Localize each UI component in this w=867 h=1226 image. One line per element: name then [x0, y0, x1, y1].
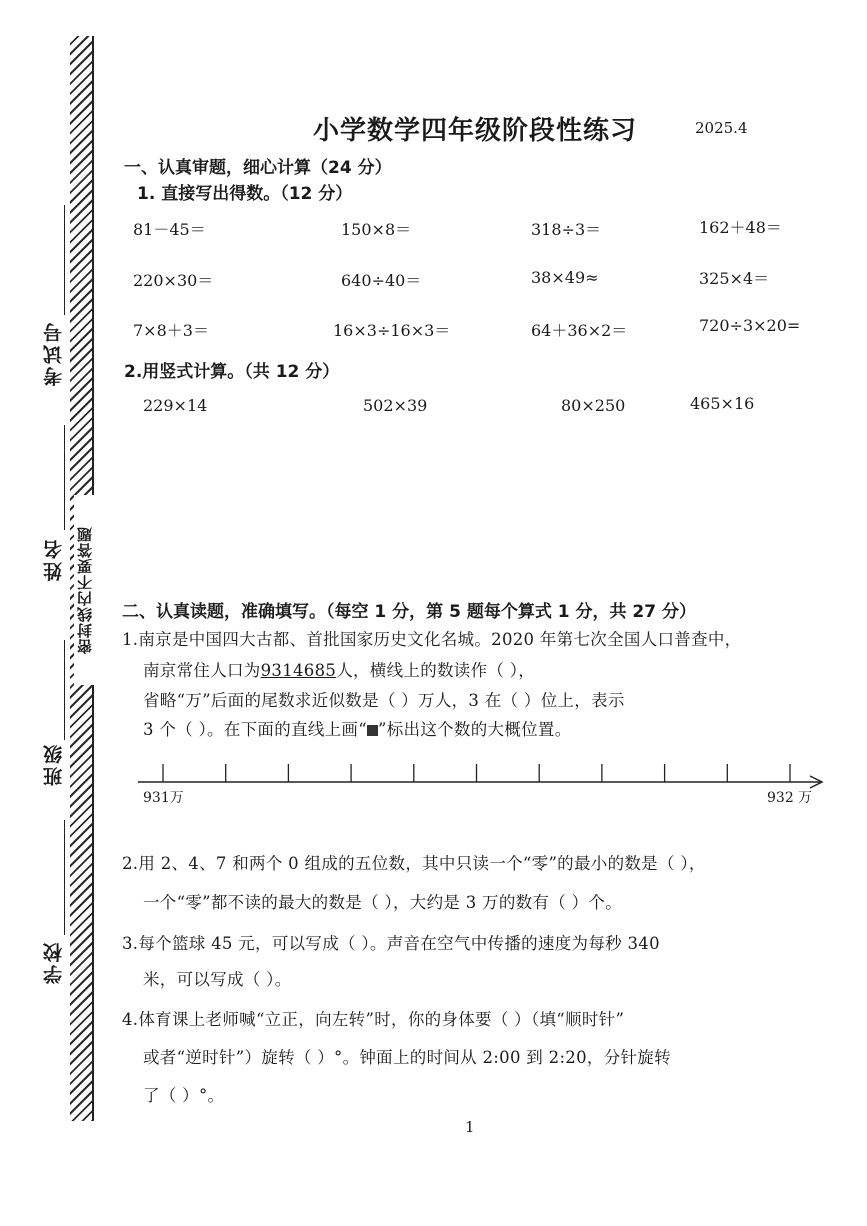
calc-item: 325×4＝	[699, 269, 770, 288]
calc-item: 150×8＝	[341, 220, 412, 239]
number-line-end-label: 932 万	[767, 790, 813, 806]
q4-line2: 或者“逆时针”）旋转（ ）°。钟面上的时间从 2:00 到 2:20，分针旋转	[143, 1048, 671, 1067]
number-line	[130, 760, 830, 800]
q1-line4-pre: 3 个（ ）。在下面的直线上画“	[143, 720, 367, 739]
calc-item: 220×30＝	[133, 271, 214, 290]
number-line-ticks	[163, 764, 790, 782]
vertical-calc-item: 465×16	[690, 394, 755, 413]
q4-line3: 了（ ）°。	[143, 1086, 225, 1105]
section1-q1-label: 1. 直接写出得数。（12 分）	[137, 184, 353, 204]
calc-item: 81－45＝	[133, 220, 206, 239]
q1-line2-pre: 南京常住人口为	[143, 661, 261, 680]
calc-item: 64＋36×2＝	[531, 321, 628, 340]
q3-line1: 3.每个篮球 45 元，可以写成（ ）。声音在空气中传播的速度为每秒 340	[122, 934, 660, 953]
calc-item: 162＋48＝	[699, 218, 782, 237]
name-line	[64, 425, 65, 530]
calc-item: 318÷3＝	[531, 220, 602, 239]
section1-heading: 一、认真审题，细心计算（24 分）	[124, 158, 392, 178]
section1-q2-label: 2.用竖式计算。（共 12 分）	[124, 362, 340, 382]
q1-line4-post: ”标出这个数的大概位置。	[377, 720, 572, 739]
q1-line4	[143, 716, 572, 740]
q2-line1: 2.用 2、4、7 和两个 0 组成的五位数，其中只读一个“零”的最小的数是（ ），	[122, 854, 706, 873]
q1-line3: 省略“万”后面的尾数求近似数是（ ）万人，3 在（ ）位上，表示	[143, 691, 625, 710]
population-number: 9314685	[260, 661, 337, 680]
exam-date: 2025.4	[695, 119, 748, 137]
calc-item: 720÷3×20=	[699, 316, 801, 335]
calc-item: 38×49≈	[531, 268, 599, 287]
vertical-calc-item: 229×14	[143, 396, 208, 415]
calc-item: 7×8＋3＝	[133, 321, 209, 340]
page-title: 小学数学四年级阶段性练习	[313, 116, 638, 146]
q3-line2: 米，可以写成（ ）。	[143, 970, 292, 989]
q1-line1: 1.南京是中国四大古都、首批国家历史文化名城。2020 年第七次全国人口普查中，	[122, 630, 742, 649]
class-label: 班级	[43, 742, 65, 786]
square-marker-icon	[367, 725, 378, 736]
vertical-calc-item: 80×250	[561, 396, 626, 415]
class-line	[64, 640, 65, 740]
q1-line2	[143, 657, 535, 681]
calc-item: 640÷40＝	[341, 271, 422, 290]
name-label: 姓名	[43, 537, 65, 581]
q1-line2-post: 人，横线上的数读作（ ），	[336, 661, 536, 680]
exam-no-label: 考试号	[43, 320, 65, 386]
exam-no-line	[64, 205, 65, 315]
seal-notice: 密封线内不要答题	[74, 495, 96, 685]
school-line	[64, 820, 65, 935]
q4-line1: 4.体育课上老师喊“立正，向左转”时，你的身体要（ ）（填“顺时针”	[122, 1010, 625, 1029]
calc-item: 16×3÷16×3＝	[333, 321, 451, 340]
number-line-start-label: 931万	[143, 790, 184, 806]
school-label: 学校	[43, 940, 65, 984]
vertical-calc-item: 502×39	[363, 396, 428, 415]
section2-heading: 二、认真读题，准确填写。（每空 1 分，第 5 题每个算式 1 分，共 27 分）	[122, 602, 696, 622]
page-number: 1	[465, 1118, 475, 1136]
q2-line2: 一个“零”都不读的最大的数是（ ），大约是 3 万的数有（ ）个。	[143, 893, 622, 912]
